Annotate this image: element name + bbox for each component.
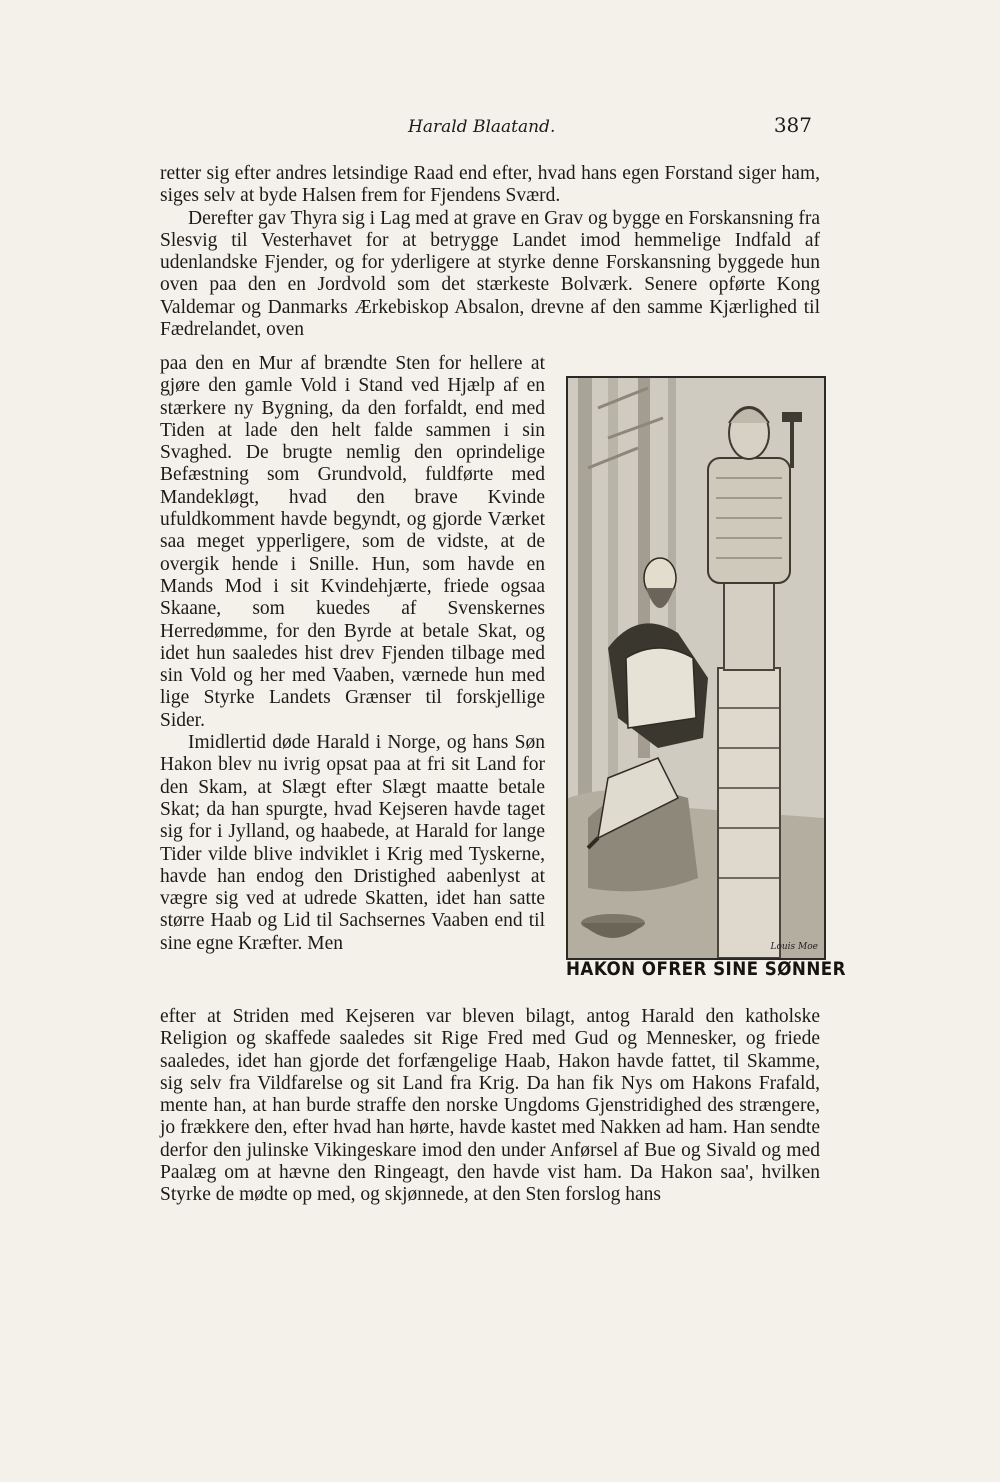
paragraph-3-continued: efter at Striden med Kejseren var bleven bilagt, antog Harald den katholske Religion og skaffede saaledes sit Rige Fred med Gud og Mennesker, og friede saaledes, idet han gjorde det forfængelige Haab, Hakon havde fattet, til Skamme, sig selv fra Vildfarelse og sit Land fra Krig. Da han fik Nys om Hakons Frafald, mente han, at han burde straffe den norske Ungdoms Gjenstridighed des strængere, jo frækkere den, efter hvad han hørte, havde kastet med Nakken ad ham. Han sendte derfor den julinske Vikingeskare imod den under Anførsel af Bue og Sivald og med Paalæg om at hævne den Ringeagt, den havde vist ham. Da Hakon saa', hvilken Styrke de mødte op med, og skjønnede, at den Sten forslog hans xyxy=(160,1006,820,1206)
paragraph-2-continued: paa den en Mur af brændte Sten for hellere at gjøre den gamle Vold i Stand ved Hjælp af en stærkere ny Bygning, da den forfaldt, end med Tiden at lade den helt falde sammen i sin Svaghed. De brugte nemlig den oprindelige Befæstning som Grundvold, fuldførte med Mandekløgt, hvad den brave Kvinde ufuldkomment havde begyndt, og gjorde Værket saa meget ypperligere, som de vidste, at de overgik hende i Snille. Hun, som havde en Mands Mod i sit Kvindehjærte, friede ogsaa Skaane, som kuedes af Svenskernes Herredømme, for den Byrde at betale Skat, og idet hun saaledes hist drev Fjenden tilbage med sin Vold og her med Vaaben, værnede hun med lige Styrke Landets Grænser til forskjellige Sider. xyxy=(160,353,545,731)
text-block-bottom xyxy=(160,1006,820,1207)
text-block-top xyxy=(160,163,820,341)
paragraph-2-top: Derefter gav Thyra sig i Lag med at grave en Grav og bygge en Forskansning fra Slesvig til Vesterhavet for at betrygge Landet imod hemmelige Indfald af udenlandske Fjender, og for yderligere at styrke denne Forskansning byggede hun oven paa den en Jordvold som det stærkeste Bolværk. Senere opførte Kong Valdemar og Danmarks Ærkebiskop Absalon, drevne af den samme Kjærlighed til Fædrelandet, oven xyxy=(160,207,820,341)
running-head xyxy=(160,113,820,147)
artist-signature: Louis Moe xyxy=(770,942,818,952)
paragraph-1: retter sig efter andres letsindige Raad end efter, hvad hans egen Forstand siger ham, siges selv at byde Halsen frem for Fjendens Sværd. xyxy=(160,163,820,207)
text-block-left xyxy=(160,353,545,955)
running-title: Harald Blaatand. xyxy=(408,117,556,137)
paragraph-3: Imidlertid døde Harald i Norge, og hans Søn Hakon blev nu ivrig opsat paa at fri sit Land for den Skam, at Slægt efter Slægt maatte betale Skat; da han spurgte, hvad Kejseren havde taget sig for i Jylland, og haabede, at Harald for lange Tider vilde blive indviklet i Krig med Tyskerne, havde han endog den Dristighed aabenlyst at vægre sig ved at udrede Skatten, idet han satte større Haab og Lid til Sachsernes Vaaben end til sine egne Kræfter. Men xyxy=(160,732,545,954)
illustration-drawing xyxy=(568,378,824,958)
page-number: 387 xyxy=(773,113,812,137)
figure-caption: HAKON OFRER SINE SØNNER xyxy=(566,958,846,980)
illustration-hakon xyxy=(566,376,826,960)
